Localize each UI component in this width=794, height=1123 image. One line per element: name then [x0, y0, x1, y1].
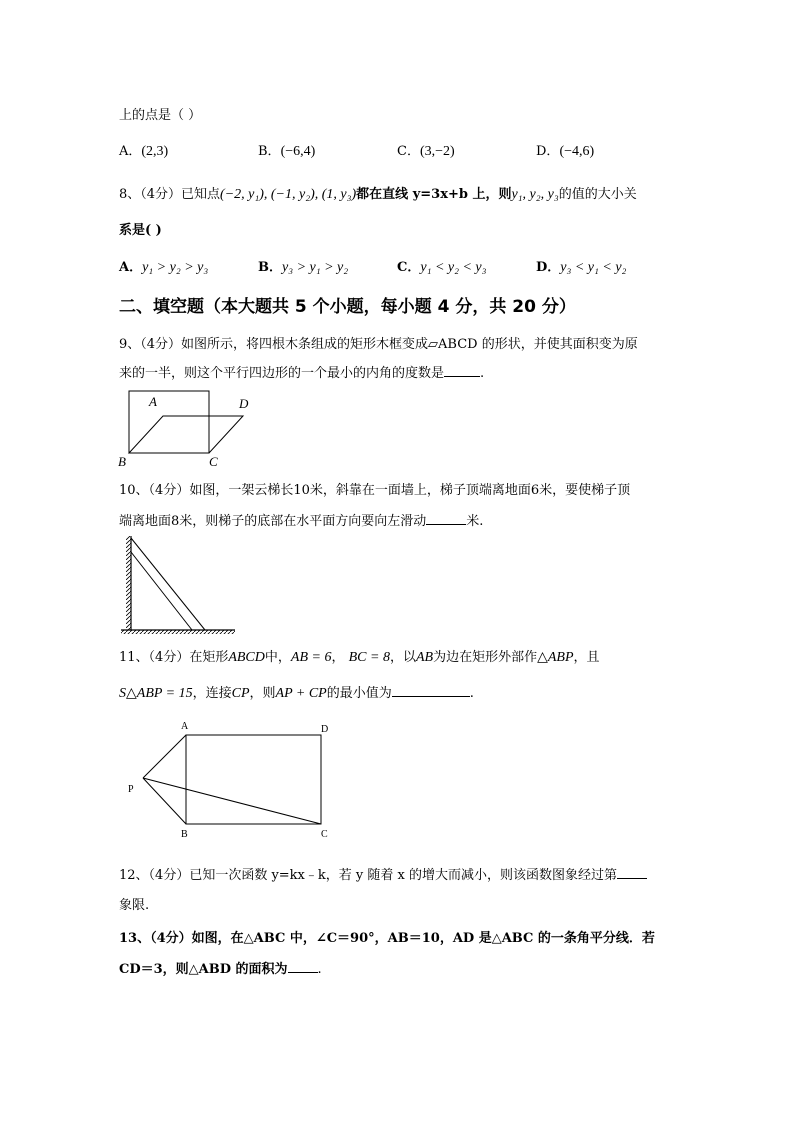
- option-label: B．: [258, 144, 281, 159]
- q11-end: .: [469, 686, 474, 701]
- q11-pa: [143, 735, 186, 778]
- q11-text: 11、（4分）在矩形: [119, 650, 229, 665]
- q11-text: ，连接: [192, 686, 232, 701]
- q9-label-b: B: [118, 454, 126, 469]
- q11-label-d: D: [321, 724, 329, 735]
- q11-text: 为边在矩形外部作: [433, 650, 538, 665]
- option-value: y₃ > y₁ > y₂: [282, 260, 349, 275]
- q9-figure: [115, 388, 265, 473]
- q11-figure: [124, 718, 334, 840]
- option-label: C．: [397, 144, 420, 159]
- q8-vars: y₁, y₂, y₃: [511, 187, 559, 202]
- q7-option-c: [397, 140, 455, 160]
- q11-rectangle: [186, 735, 321, 824]
- option-label: A．: [119, 144, 142, 159]
- q9-label-c: C: [209, 454, 218, 469]
- q10-end: 米.: [466, 514, 484, 529]
- q11-math: AP + CP: [275, 686, 327, 701]
- option-label: D．: [536, 144, 560, 159]
- q8-line1: [119, 183, 637, 203]
- q13-line2-text: CD＝3，则△ABD 的面积为: [119, 962, 288, 977]
- q11-text: ，以: [389, 650, 416, 665]
- q8-suffix: 的值的大小关: [558, 187, 637, 202]
- q9-label-a: A: [149, 394, 157, 409]
- q11-answer-blank[interactable]: [392, 695, 470, 697]
- option-value: y₁ > y₂ > y₃: [142, 260, 209, 275]
- option-value: (−4,6): [559, 144, 595, 159]
- q13-line2: [119, 958, 322, 977]
- q7-tail: 上的点是（ ）: [119, 108, 202, 123]
- q11-math: AB = 6: [290, 650, 332, 665]
- q12-answer-blank[interactable]: [617, 877, 647, 879]
- q9-line1: 9、（4分）如图所示，将四根木条组成的矩形木框变成▱ABCD 的形状，并使其面积变为原: [119, 337, 638, 352]
- q7-option-d: [536, 140, 594, 160]
- q11-pc: [143, 778, 321, 824]
- q11-text: ，则: [249, 686, 276, 701]
- q10-line2-text: 端离地面8米，则梯子的底部在水平面方向要向左滑动: [119, 514, 427, 529]
- option-label: C．: [397, 260, 421, 275]
- q9-line2-text: 来的一半，则这个平行四边形的一个最小的内角的度数是: [119, 366, 445, 381]
- option-value: y₃ < y₁ < y₂: [560, 260, 627, 275]
- q9-rectangle: [129, 391, 209, 453]
- q11-text: ，且: [573, 650, 600, 665]
- q11-math: ABCD: [228, 650, 265, 665]
- q11-math: △ABP: [537, 650, 574, 665]
- q10-line2: [119, 510, 483, 529]
- q12-line1-text: 12、（4分）已知一次函数 y=kx﹣k，若 y 随着 x 的增大而减小，则该函数图象经过第: [119, 868, 617, 883]
- q8-line2: 系是( ): [119, 223, 162, 238]
- q11-math: BC = 8: [348, 650, 390, 665]
- q11-line2: [119, 682, 474, 702]
- q12-line1: [119, 864, 647, 883]
- q11-pb: [143, 778, 186, 824]
- q11-label-a: A: [181, 721, 189, 732]
- q10-figure-ladder: [118, 536, 238, 636]
- q11-label-p: P: [128, 784, 134, 795]
- q10-line1: 10、（4分）如图，一架云梯长10米，斜靠在一面墙上，梯子顶端离地面6米，要使梯子顶: [119, 483, 631, 498]
- q7-option-b: [258, 140, 315, 160]
- q9-label-d: D: [239, 396, 249, 411]
- ladder-initial: [131, 552, 192, 630]
- q10-answer-blank[interactable]: [426, 523, 466, 525]
- q11-math: S△ABP = 15: [119, 686, 193, 701]
- q13-end: .: [317, 962, 322, 977]
- q8-option-d: [536, 256, 626, 276]
- q13-answer-blank[interactable]: [288, 971, 318, 973]
- q11-text: 的最小值为: [326, 686, 392, 701]
- q11-label-c: C: [321, 829, 328, 840]
- option-label: B．: [258, 260, 282, 275]
- q7-option-a: [119, 140, 168, 160]
- ladder-moved: [131, 538, 205, 630]
- q8-option-c: [397, 256, 487, 276]
- q9-parallelogram: [129, 416, 243, 453]
- section-heading-fill-in: 二、填空题（本大题共 5 个小题，每小题 4 分，共 20 分）: [119, 297, 576, 317]
- q12-line2: 象限.: [119, 898, 150, 913]
- q11-math: CP: [231, 686, 250, 701]
- q11-text: 中，: [264, 650, 291, 665]
- q8-points: (−2, y₁), (−1, y₂), (1, y₃): [220, 187, 357, 202]
- q8-option-b: [258, 256, 348, 276]
- option-value: (3,−2): [419, 144, 455, 159]
- option-value: (−6,4): [280, 144, 316, 159]
- q8-prefix: 8、（4分）已知点: [119, 187, 221, 202]
- q13-line1: 13、（4分）如图，在△ABC 中，∠C＝90°，AB＝10，AD 是△ABC 的一条角平分线．若: [119, 931, 655, 946]
- option-label: D．: [536, 260, 561, 275]
- q11-label-b: B: [181, 829, 188, 840]
- q11-math: AB: [415, 650, 434, 665]
- wall-hatch: [126, 536, 131, 630]
- q11-line1: 11、（4分）在矩形ABCD中，AB = 6， BC = 8，以AB为边在矩形外部作△ABP，且: [119, 650, 600, 665]
- q9-line2: [119, 362, 484, 381]
- option-value: (2,3): [141, 144, 169, 159]
- q9-answer-blank[interactable]: [444, 375, 480, 377]
- option-value: y₁ < y₂ < y₃: [420, 260, 487, 275]
- q8-option-a: [119, 256, 208, 276]
- q8-middle: 都在直线 y=3x+b 上，则: [356, 187, 512, 202]
- q9-end: .: [480, 366, 485, 381]
- option-label: A．: [119, 260, 143, 275]
